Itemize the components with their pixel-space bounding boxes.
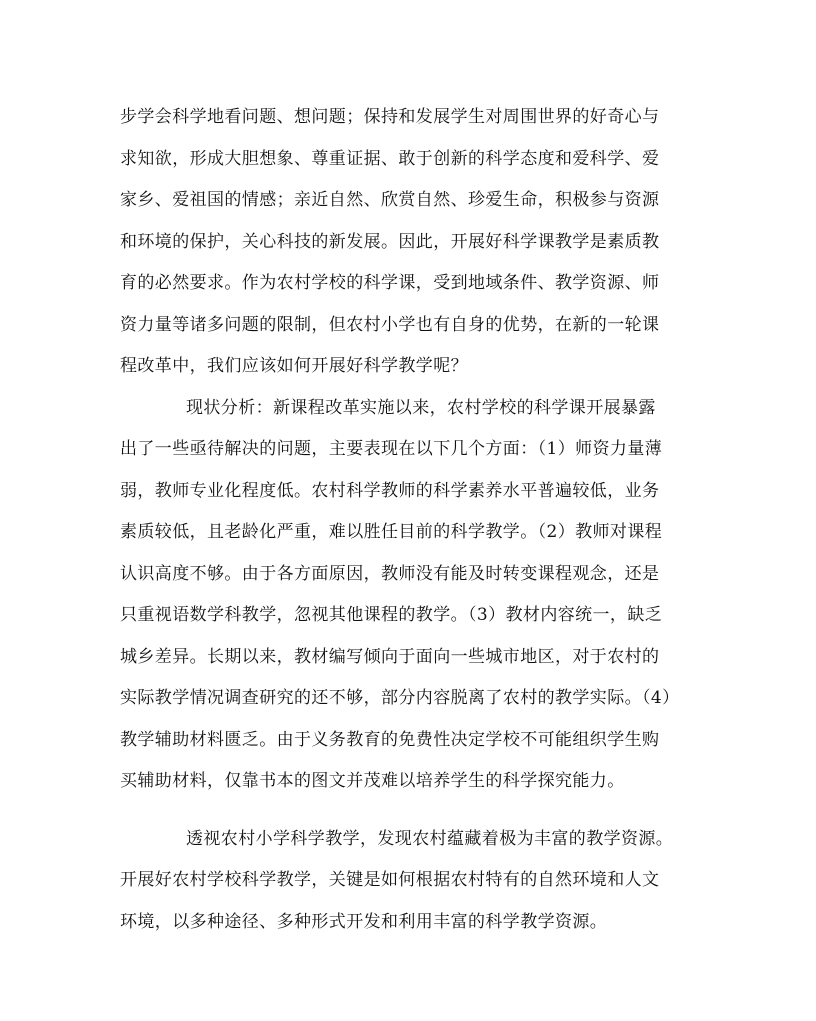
text-line: 求知欲，形成大胆想象、尊重证据、敢于创新的科学态度和爱科学、爱 [120,149,660,169]
text-line: 程改革中，我们应该如何开展好科学教学呢？ [120,356,468,376]
text-line: 实际教学情况调查研究的还不够，部分内容脱离了农村的教学实际。（4） [120,688,680,708]
text-line: 透视农村小学科学教学，发现农村蕴藏着极为丰富的教学资源。 [186,829,674,849]
text-line: 出了一些亟待解决的问题，主要表现在以下几个方面：（1）师资力量薄 [120,439,663,459]
text-line: 只重视语数学科教学，忽视其他课程的教学。（3）教材内容统一，缺乏 [120,605,663,625]
text-line: 步学会科学地看问题、想问题；保持和发展学生对周围世界的好奇心与 [120,107,660,127]
text-line: 资力量等诸多问题的限制，但农村小学也有自身的优势，在新的一轮课 [120,315,660,335]
text-line: 现状分析：新课程改革实施以来，农村学校的科学课开展暴露 [186,398,656,418]
text-line: 素质较低，且老龄化严重，难以胜任目前的科学教学。（2）教师对课程 [120,522,663,542]
text-line: 开展好农村学校科学教学，关键是如何根据农村特有的自然环境和人文 [120,870,660,890]
text-line: 环境，以多种途径、多种形式开发和利用丰富的科学教学资源。 [120,912,608,932]
text-line: 认识高度不够。由于各方面原因，教师没有能及时转变课程观念，还是 [120,564,660,584]
text-line: 城乡差异。长期以来，教材编写倾向于面向一些城市地区，对于农村的 [120,647,660,667]
text-line: 教学辅助材料匮乏。由于义务教育的免费性决定学校不可能组织学生购 [120,730,660,750]
text-line: 育的必然要求。作为农村学校的科学课，受到地域条件、教学资源、师 [120,273,660,293]
text-line: 买辅助材料，仅靠书本的图文并茂难以培养学生的科学探究能力。 [120,771,625,791]
text-line: 弱，教师专业化程度低。农村科学教师的科学素养水平普遍较低，业务 [120,481,660,501]
text-line: 家乡、爱祖国的情感；亲近自然、欣赏自然、珍爱生命，积极参与资源 [120,190,660,210]
text-line: 和环境的保护，关心科技的新发展。因此，开展好科学课教学是素质教 [120,232,660,252]
